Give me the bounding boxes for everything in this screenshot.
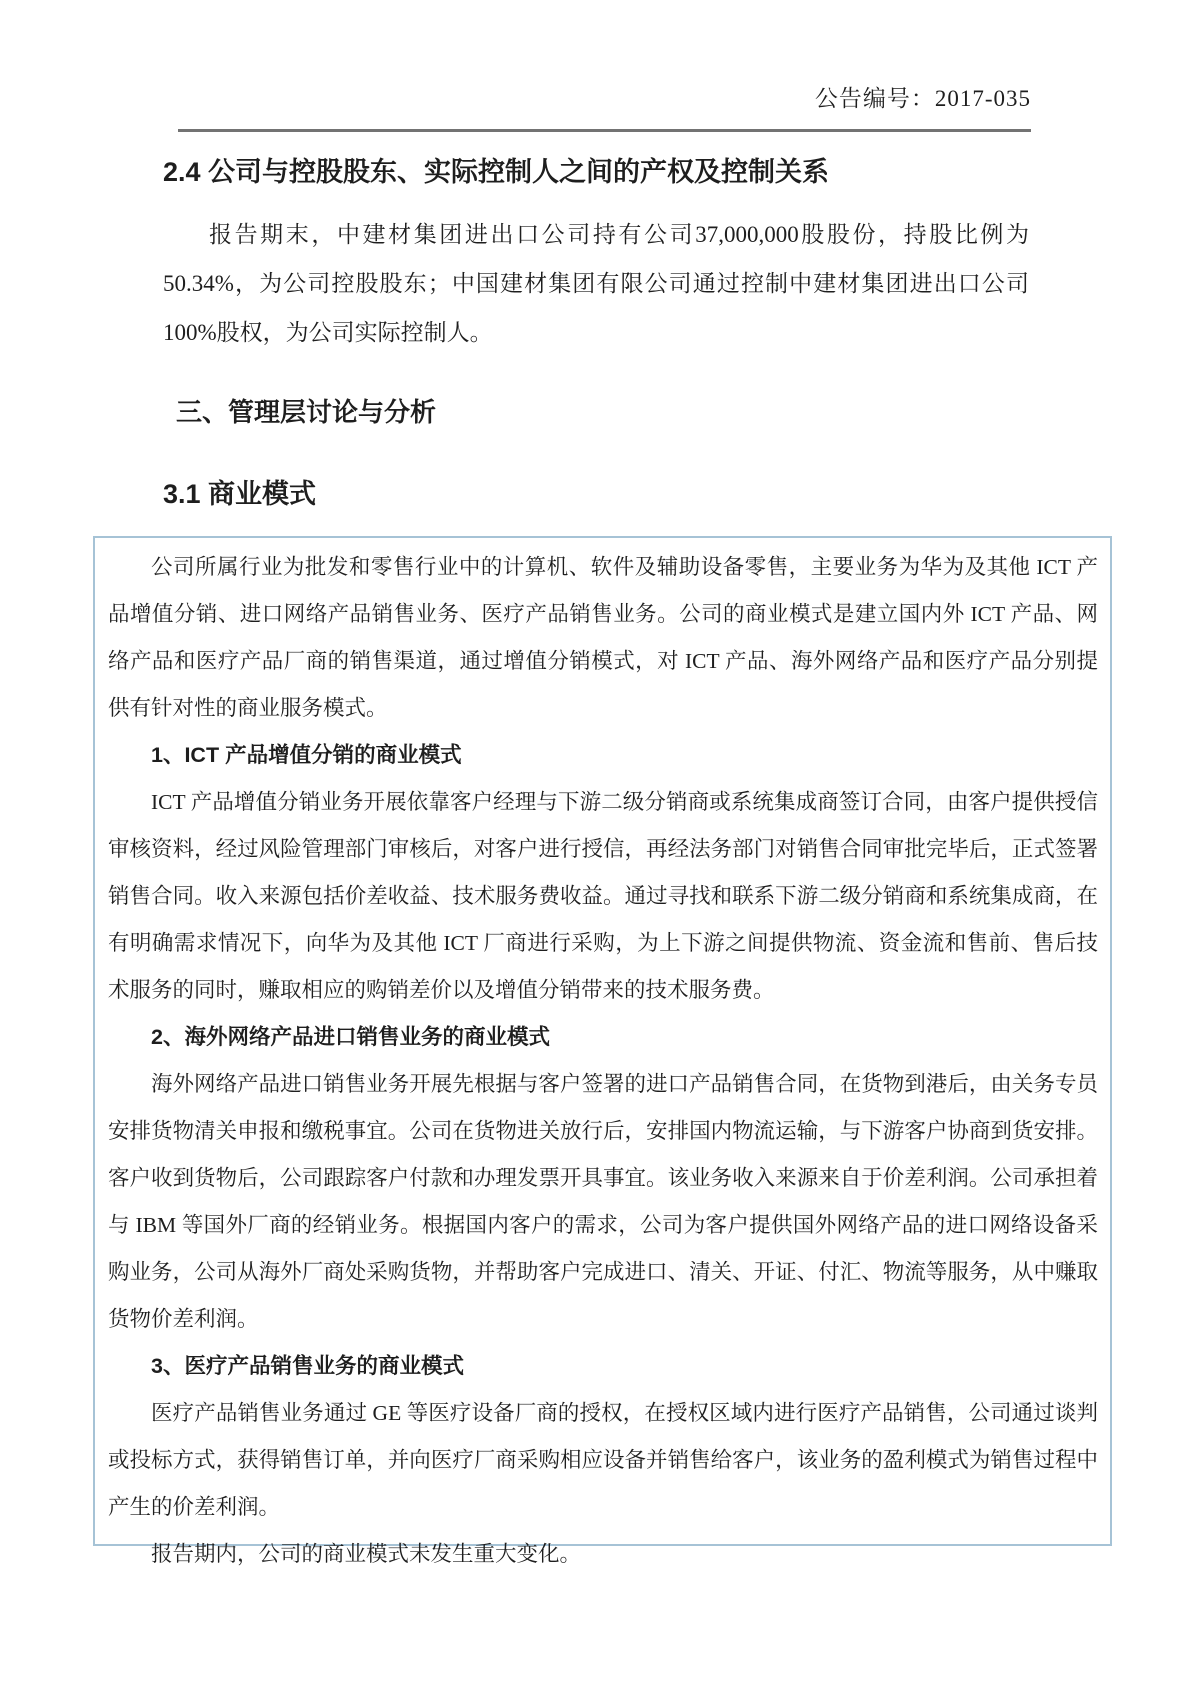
business-model-sub1-heading: 1、ICT 产品增值分销的商业模式	[151, 743, 462, 767]
section-3-1-heading: 3.1 商业模式	[163, 479, 317, 509]
business-model-box	[93, 536, 1112, 1566]
announcement-number: 公告编号：2017-035	[814, 86, 1031, 111]
business-model-sub2-paragraph: 海外网络产品进口销售业务开展先根据与客户签署的进口产品销售合同，在货物到港后，由关务专员安排货物清关申报和缴税事宜。公司在货物进关放行后，安排国内物流运输，与下游客户协商到货安排。客户收到货物后，公司跟踪客户付款和办理发票开具事宜。该业务收入来源来自于价差利润。公司承担着与 IBM 等国外厂商的经销业务。根据国内客户的需求，公司为客户提供国外网络产品的进口网络设备采购业务，公司从海外厂商处采购货物，并帮助客户完成进口、清关、开证、付汇、物流等服务，从中赚取货物价差利润。	[108, 1072, 1098, 1331]
business-model-sub2-heading: 2、海外网络产品进口销售业务的商业模式	[151, 1025, 550, 1049]
business-model-sub3-heading: 3、医疗产品销售业务的商业模式	[151, 1354, 464, 1378]
business-model-sub3-paragraph: 医疗产品销售业务通过 GE 等医疗设备厂商的授权，在授权区域内进行医疗产品销售，公司通过谈判或投标方式，获得销售订单，并向医疗厂商采购相应设备并销售给客户，该业务的盈利模式为销售过程中产生的价差利润。	[108, 1401, 1098, 1519]
business-model-sub1-paragraph: ICT 产品增值分销业务开展依靠客户经理与下游二级分销商或系统集成商签订合同，由客户提供授信审核资料，经过风险管理部门审核后，对客户进行授信，再经法务部门对销售合同审批完毕后，正式签署销售合同。收入来源包括价差收益、技术服务费收益。通过寻找和联系下游二级分销商和系统集成商，在有明确需求情况下，向华为及其他 ICT 厂商进行采购，为上下游之间提供物流、资金流和售前、售后技术服务的同时，赚取相应的购销差价以及增值分销带来的技术服务费。	[108, 790, 1098, 1002]
section-2-4-paragraph: 报告期末，中建材集团进出口公司持有公司37,000,000股股份，持股比例为50.34%，为公司控股股东；中国建材集团有限公司通过控制中建材集团进出口公司100%股权，为公司实际控制人。	[163, 222, 1029, 345]
section-3-heading: 三、管理层讨论与分析	[176, 397, 437, 427]
section-2-4-heading: 2.4 公司与控股股东、实际控制人之间的产权及控制关系	[163, 157, 830, 187]
header-divider	[178, 129, 1031, 132]
business-model-closing-paragraph: 报告期内，公司的商业模式未发生重大变化。	[151, 1542, 582, 1566]
business-model-intro-paragraph: 公司所属行业为批发和零售行业中的计算机、软件及辅助设备零售，主要业务为华为及其他 ICT 产品增值分销、进口网络产品销售业务、医疗产品销售业务。公司的商业模式是建立国内外 ICT 产品、网络产品和医疗产品厂商的销售渠道，通过增值分销模式，对 ICT 产品、海外网络产品和医疗产品分别提供有针对性的商业服务模式。	[108, 555, 1098, 720]
